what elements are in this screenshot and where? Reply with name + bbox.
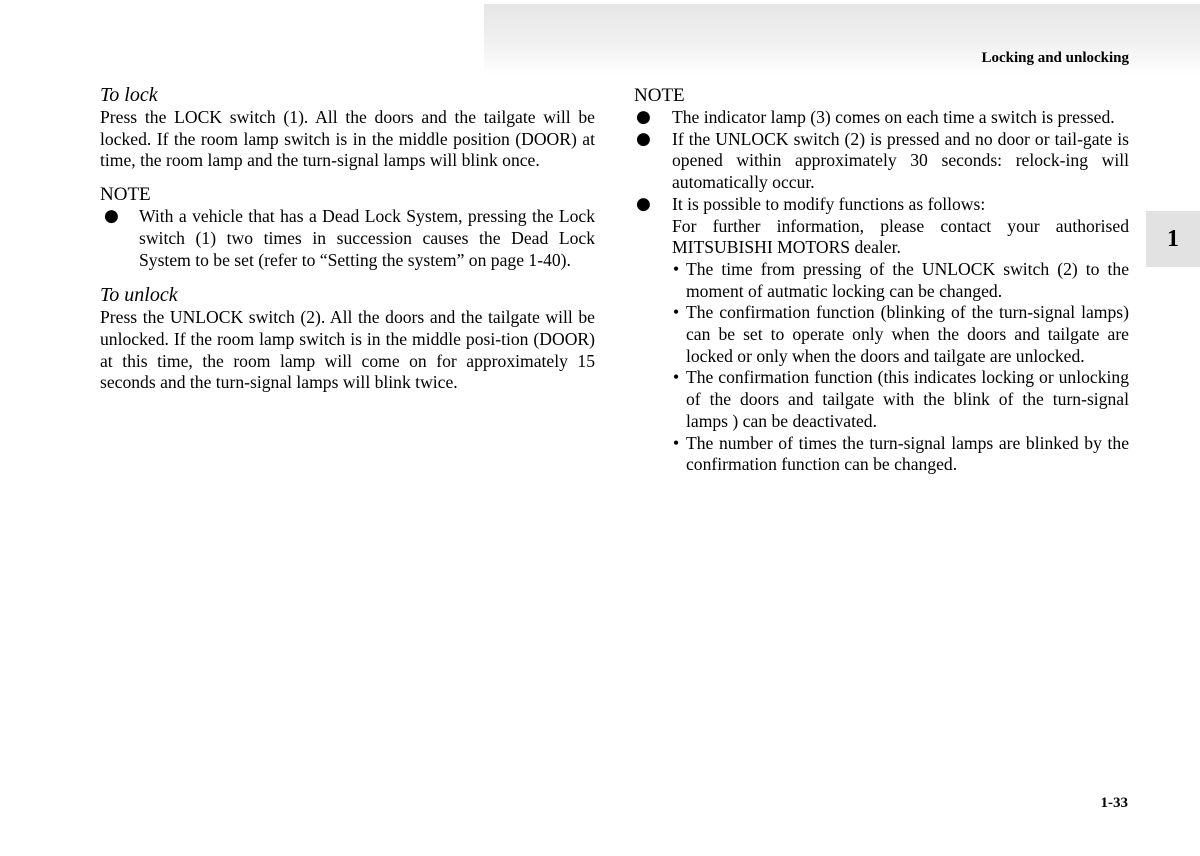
chapter-number: 1 (1167, 225, 1179, 252)
left-column (100, 83, 595, 394)
to-lock-heading: To lock (100, 84, 158, 106)
sub-item-text: The confirmation function (this indicates locking or unlocking of the doors and tailgate with the blink of the turn-signal lamps ) can be deactivated. (686, 367, 1129, 431)
sub-bullet-icon: • (673, 432, 680, 453)
sub-bullet-icon: • (673, 367, 680, 388)
sub-bullet-icon: • (673, 302, 680, 323)
left-note-item (100, 206, 595, 271)
sub-bullet-icon: • (673, 258, 680, 279)
right-column (634, 85, 1129, 476)
bullet-icon: ● (636, 193, 651, 214)
sub-item-text: The number of times the turn-signal lamps are blinked by the confirmation function can be changed. (686, 432, 1129, 475)
sub-item-text: The confirmation function (blinking of the turn-signal lamps) can be set to operate only when the doors and tailgate are locked or only when the doors and tailgate are unlocked. (686, 302, 1129, 366)
sub-item (634, 367, 1129, 432)
right-note-label: NOTE (634, 85, 685, 106)
right-note-item (634, 194, 1129, 259)
bullet-icon: ● (636, 128, 651, 149)
right-note-item (634, 107, 1129, 129)
right-note-item-text: It is possible to modify functions as follows: (672, 193, 986, 214)
to-lock-paragraph: Press the LOCK switch (1). All the doors and the tailgate will be locked. If the room lamp switch is in the middle position (DOOR) at time, the room lamp and the turn-signal lamps will blink once. (100, 107, 595, 171)
section-title: Locking and unlocking (981, 50, 1129, 66)
right-note-item-text: If the UNLOCK switch (2) is pressed and no door or tail-gate is opened within approximately 30 seconds: relock-ing will automatically occur. (672, 128, 1129, 193)
further-info-text: For further information, please contact your authorised MITSUBISHI MOTORS dealer. (672, 215, 1129, 258)
sub-item (634, 302, 1129, 367)
bullet-icon: ● (104, 206, 119, 227)
sub-item (634, 433, 1129, 476)
left-note-item-text: With a vehicle that has a Dead Lock System, pressing the Lock switch (1) two times in succession causes the Dead Lock System to be set (refer to “Setting the system” on page 1-40). (139, 206, 595, 270)
right-note-item (634, 129, 1129, 194)
chapter-tab (1146, 211, 1200, 267)
left-note-label: NOTE (100, 184, 151, 206)
bullet-icon: ● (636, 107, 651, 127)
right-note-item-text: The indicator lamp (3) comes on each time a switch is pressed. (672, 107, 1115, 127)
to-unlock-heading: To unlock (100, 284, 178, 307)
to-unlock-paragraph: Press the UNLOCK switch (2). All the doors and the tailgate will be unlocked. If the room lamp switch is in the middle posi-tion (DOOR) at this time, the room lamp will come on for approximately 15 seconds and the turn-signal lamps will blink twice. (100, 307, 595, 393)
sub-item-text: The time from pressing of the UNLOCK switch (2) to the moment of autmatic locking can be changed. (686, 258, 1129, 301)
page-number: 1-33 (1100, 795, 1128, 811)
sub-item (634, 259, 1129, 302)
